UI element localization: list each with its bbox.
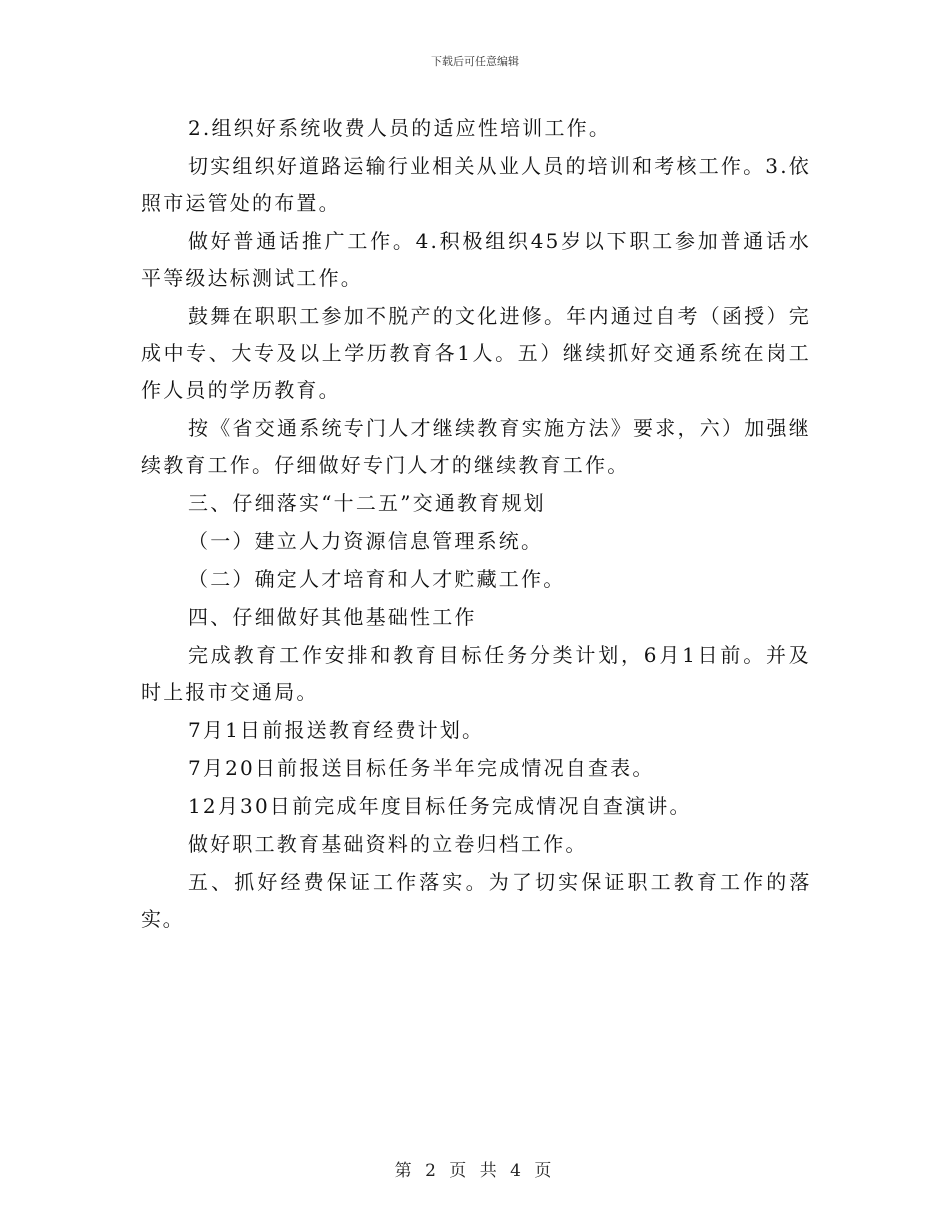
section-heading-3: 三、仔细落实“十二五”交通教育规划 [188,491,546,515]
paragraph-6: 完成教育工作安排和教育目标任务分类计划，6月1日前。并及时上报市交通局。 [141,643,811,704]
paragraph-4: 鼓舞在职职工参加不脱产的文化进修。年内通过自考（函授）完成中专、大专及以上学历教育各1人。五）继续抓好交通系统在岗工作人员的学历教育。 [141,304,811,402]
subsection-1: （一）建立人力资源信息管理系统。 [188,529,544,553]
paragraph-8: 7月20日前报送目标任务半年完成情况自查表。 [188,756,655,780]
paragraph-1: 2.组织好系统收费人员的适应性培训工作。 [188,116,612,140]
paragraph-3: 做好普通话推广工作。4.积极组织45岁以下职工参加普通话水平等级达标测试工作。 [141,229,811,290]
paragraph-2: 切实组织好道路运输行业相关从业人员的培训和考核工作。3.依照市运管处的布置。 [141,154,811,215]
subsection-2: （二）确定人才培育和人才贮藏工作。 [188,567,566,591]
paragraph-7: 7月1日前报送教育经费计划。 [188,718,485,742]
document-body [141,110,811,939]
section-heading-4: 四、仔细做好其他基础性工作 [188,605,477,629]
page-header: 下载后可任意编辑 [431,55,519,68]
page-footer: 第 2 页 共 4 页 [394,1161,556,1181]
paragraph-9: 12月30日前完成年度目标任务完成情况自查演讲。 [188,794,692,818]
paragraph-5: 按《省交通系统专门人才继续教育实施方法》要求，六）加强继续教育工作。仔细做好专门人才的继续教育工作。 [141,416,811,477]
paragraph-10: 做好职工教育基础资料的立卷归档工作。 [188,832,588,856]
section-heading-5: 五、抓好经费保证工作落实。为了切实保证职工教育工作的落实。 [141,870,811,931]
